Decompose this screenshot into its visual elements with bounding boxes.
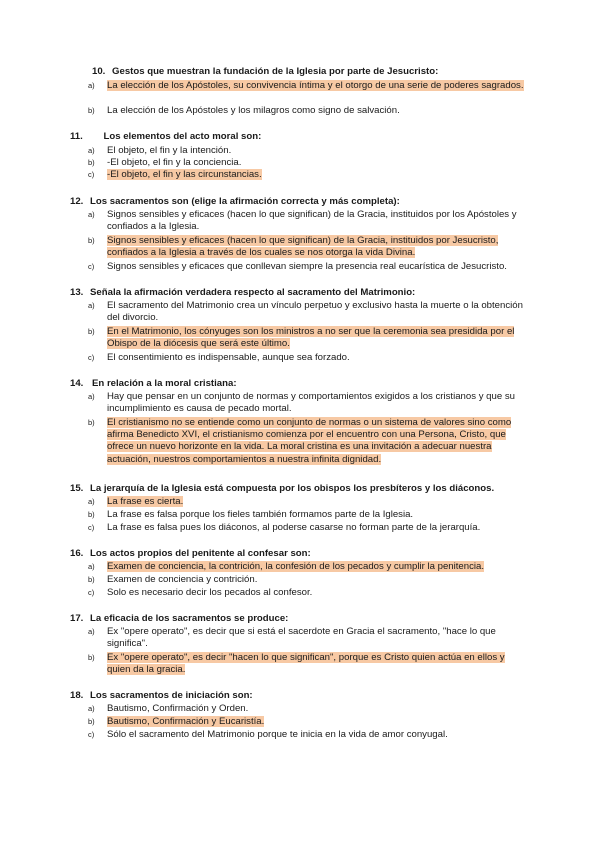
question-text: Los elementos del acto moral son: — [103, 131, 262, 142]
option-letter: b) — [88, 717, 95, 726]
answer-option — [88, 522, 528, 534]
option-letter: a) — [88, 562, 95, 571]
option-letter: c) — [88, 730, 95, 739]
option-text-highlighted: Signos sensibles y eficaces (hacen lo que significan) de la Gracia, instituidos por Jesucristo, confiados a la Iglesia a través de los cuales se nos otorga la vida Divina. — [107, 235, 499, 259]
option-text: La frase es falsa porque los fieles también formamos parte de la Iglesia. — [107, 509, 414, 520]
question-text: Los actos propios del penitente al confesar son: — [90, 548, 311, 559]
question-title — [70, 548, 311, 559]
answer-option — [88, 300, 528, 324]
question-number: 12. — [70, 196, 84, 207]
question-number: 10. — [92, 66, 106, 77]
option-text: Bautismo, Confirmación y Orden. — [107, 703, 249, 714]
option-text-highlighted: La elección de los Apóstoles, su convivencia íntima y el otorgo de una serie de poderes sagrados. — [107, 80, 524, 91]
option-text: El objeto, el fin y la intención. — [107, 145, 232, 156]
answer-option — [88, 169, 528, 181]
option-letter: a) — [88, 392, 95, 401]
option-text-highlighted: El cristianismo no se entiende como un conjunto de normas o un sistema de valores sino como afirma Benedicto XVI, el cristianismo comienza por el encuentro con una Persona, Cristo, que ofrece un nuevo horizonte en la vida. La moral cristina es una invitación a adecuar nuestra actuación, nuestros comportamientos a nuestra infinita dignidad. — [107, 417, 512, 465]
question-title — [70, 196, 400, 207]
option-text-highlighted: En el Matrimonio, los cónyuges son los ministros a no ser que la ceremonia sea presidida por el Obispo de la diócesis que será este último. — [107, 326, 515, 350]
question-text: Señala la afirmación verdadera respecto al sacramento del Matrimonio: — [90, 287, 416, 298]
answer-option — [88, 157, 528, 169]
option-letter: b) — [88, 236, 95, 245]
option-text-highlighted: La frase es cierta. — [107, 496, 184, 507]
option-letter: b) — [88, 653, 95, 662]
option-letter: b) — [88, 327, 95, 336]
question-number: 13. — [70, 287, 84, 298]
option-text: Signos sensibles y eficaces que conllevan siempre la presencia real eucarística de Jesucristo. — [107, 261, 507, 272]
question-text: La eficacia de los sacramentos se produce: — [90, 613, 289, 624]
question-text: Gestos que muestran la fundación de la Iglesia por parte de Jesucristo: — [112, 66, 439, 77]
option-letter: a) — [88, 210, 95, 219]
option-text: Ex "opere operato", es decir que si está el sacerdote en Gracia el sacramento, "hace lo que significa". — [107, 626, 496, 650]
answer-option — [88, 261, 528, 273]
option-text-highlighted: -El objeto, el fin y las circunstancias. — [107, 169, 262, 180]
option-letter: a) — [88, 497, 95, 506]
answer-option — [88, 209, 528, 233]
option-text: Sólo el sacramento del Matrimonio porque te inicia en la vida de amor conyugal. — [107, 729, 448, 740]
answer-option — [88, 235, 528, 259]
question-number: 14. — [70, 378, 84, 389]
option-letter: b) — [88, 158, 95, 167]
option-letter: c) — [88, 588, 95, 597]
answer-option — [88, 561, 528, 573]
answer-option — [88, 391, 528, 415]
option-text: La frase es falsa pues los diáconos, al poderse casarse no forman parte de la jerarquía. — [107, 522, 481, 533]
option-text: Solo es necesario decir los pecados al confesor. — [107, 587, 313, 598]
answer-option — [88, 496, 528, 508]
answer-option — [88, 509, 528, 521]
option-letter: a) — [88, 146, 95, 155]
option-text-highlighted: Bautismo, Confirmación y Eucaristía. — [107, 716, 265, 727]
question-text: Los sacramentos son (elige la afirmación correcta y más completa): — [90, 196, 400, 207]
option-letter: c) — [88, 170, 95, 179]
question-number: 18. — [70, 690, 84, 701]
answer-option — [88, 587, 528, 599]
option-text-highlighted: Ex "opere operato", es decir "hacen lo que significan", porque es Cristo quien actúa en ellos y quien da la gracia. — [107, 652, 505, 676]
option-text: -El objeto, el fin y la conciencia. — [107, 157, 242, 168]
answer-option — [88, 417, 528, 466]
answer-option — [88, 352, 528, 364]
option-letter: b) — [88, 106, 95, 115]
option-letter: a) — [88, 704, 95, 713]
answer-option — [88, 574, 528, 586]
option-letter: b) — [88, 510, 95, 519]
option-text: El consentimiento es indispensable, aunque sea forzado. — [107, 352, 350, 363]
option-text: Hay que pensar en un conjunto de normas y comportamientos exigidos a los cristianos y que su incumplimiento es causa de pecado mortal. — [107, 391, 515, 415]
question-title — [70, 287, 415, 298]
answer-option — [88, 80, 528, 92]
question-title — [92, 66, 438, 77]
answer-option — [88, 652, 528, 676]
question-number: 17. — [70, 613, 84, 624]
question-number: 16. — [70, 548, 84, 559]
option-letter: b) — [88, 575, 95, 584]
option-letter: b) — [88, 418, 95, 427]
option-text-highlighted: Examen de conciencia, la contrición, la confesión de los pecados y cumplir la penitencia. — [107, 561, 485, 572]
question-number: 15. — [70, 483, 84, 494]
option-text: El sacramento del Matrimonio crea un vínculo perpetuo y exclusivo hasta la muerte o la obtención del divorcio. — [107, 300, 523, 324]
option-letter: a) — [88, 301, 95, 310]
question-title — [70, 131, 261, 142]
option-letter: c) — [88, 353, 95, 362]
option-letter: a) — [88, 627, 95, 636]
question-title — [70, 613, 288, 624]
question-text: En relación a la moral cristiana: — [92, 378, 237, 389]
answer-option — [88, 105, 528, 117]
question-number: 11. — [70, 131, 83, 142]
answer-option — [88, 145, 528, 157]
question-title — [70, 483, 494, 494]
answer-option — [88, 626, 528, 650]
option-letter: c) — [88, 262, 95, 271]
option-text: La elección de los Apóstoles y los milagros como signo de salvación. — [107, 105, 400, 116]
option-text: Signos sensibles y eficaces (hacen lo que significan) de la Gracia, instituidos por los Apóstoles y confiados a la Iglesia. — [107, 209, 517, 233]
option-letter: a) — [88, 81, 95, 90]
question-title — [70, 378, 237, 389]
question-text: Los sacramentos de iniciación son: — [90, 690, 253, 701]
answer-option — [88, 703, 528, 715]
answer-option — [88, 716, 528, 728]
answer-option — [88, 326, 528, 350]
option-text: Examen de conciencia y contrición. — [107, 574, 258, 585]
question-text: La jerarquía de la Iglesia está compuesta por los obispos los presbíteros y los diáconos. — [90, 483, 495, 494]
question-title — [70, 690, 253, 701]
answer-option — [88, 729, 528, 741]
option-letter: c) — [88, 523, 95, 532]
